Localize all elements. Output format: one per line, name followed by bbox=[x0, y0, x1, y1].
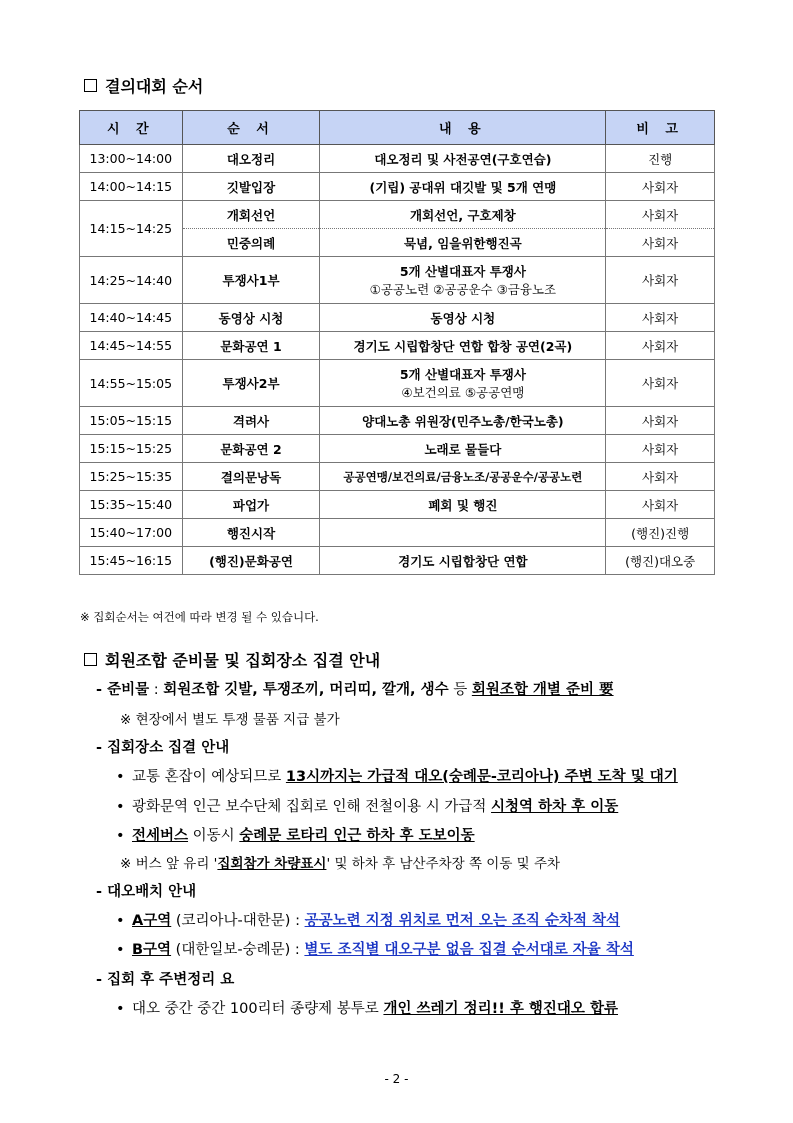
arrange-label-text: - 대오배치 안내 bbox=[96, 884, 197, 900]
cell-note: 사회자 bbox=[606, 435, 715, 463]
table-row bbox=[80, 435, 715, 463]
cell-content bbox=[320, 519, 606, 547]
table-row bbox=[80, 173, 715, 201]
gather-bus-note bbox=[120, 852, 560, 872]
prep-line bbox=[96, 678, 614, 699]
cell-note: 사회자 bbox=[606, 463, 715, 491]
bus-note-pre: ※ 버스 앞 유리 ' bbox=[120, 856, 218, 872]
table-row bbox=[80, 304, 715, 332]
cell-content: 동영상 시청 bbox=[320, 304, 606, 332]
gather-label-text: - 집회장소 집결 안내 bbox=[96, 740, 230, 756]
prep-items: 회원조합 깃발, 투쟁조끼, 머리띠, 깔개, 생수 bbox=[163, 682, 449, 698]
checkbox-square-icon bbox=[84, 653, 97, 666]
cell-time: 15:15~15:25 bbox=[80, 435, 183, 463]
page-number: - 2 - bbox=[384, 1072, 409, 1086]
cell-time: 15:35~15:40 bbox=[80, 491, 183, 519]
cell-order: 문화공연 2 bbox=[182, 435, 320, 463]
cell-time: 14:45~14:55 bbox=[80, 332, 183, 360]
table-row bbox=[80, 463, 715, 491]
gather-b3-emphasis: 숭례문 로타리 인근 하차 후 도보이동 bbox=[239, 828, 475, 844]
cell-order: 깃발입장 bbox=[182, 173, 320, 201]
zone-a-mid: (코리아나-대한문) : bbox=[171, 913, 305, 929]
cell-content-main: 5개 산별대표자 투쟁사 bbox=[399, 264, 526, 279]
gather-label bbox=[96, 736, 229, 757]
cell-order: (행진)문화공연 bbox=[182, 547, 320, 575]
table-row bbox=[80, 519, 715, 547]
table-row bbox=[80, 360, 715, 407]
bullet-icon: • bbox=[116, 828, 125, 844]
cell-time: 14:00~14:15 bbox=[80, 173, 183, 201]
arrange-zone-b bbox=[116, 938, 634, 959]
prep-note: ※ 현장에서 별도 투쟁 물품 지급 불가 bbox=[120, 712, 340, 728]
cell-content: 양대노총 위원장(민주노총/한국노총) bbox=[320, 407, 606, 435]
cell-order: 투쟁사1부 bbox=[182, 257, 320, 304]
zone-b-mid: (대한일보-숭례문) : bbox=[171, 942, 305, 958]
cell-order: 결의문낭독 bbox=[182, 463, 320, 491]
gather-bullet-2 bbox=[116, 795, 618, 816]
prep-label: - 준비물 bbox=[96, 682, 150, 698]
table-row bbox=[80, 257, 715, 304]
table-row bbox=[80, 491, 715, 519]
header-time: 시 간 bbox=[80, 111, 183, 145]
cell-content: 경기도 시립합창단 연합 합창 공연(2곡) bbox=[320, 332, 606, 360]
cell-note: 사회자 bbox=[606, 173, 715, 201]
section-title-text: 결의대회 순서 bbox=[105, 77, 204, 96]
cell-note: 사회자 bbox=[606, 332, 715, 360]
cell-time: 15:05~15:15 bbox=[80, 407, 183, 435]
cell-content bbox=[320, 257, 606, 304]
cell-order: 동영상 시청 bbox=[182, 304, 320, 332]
bullet-icon: • bbox=[116, 913, 125, 929]
cell-note: 사회자 bbox=[606, 491, 715, 519]
cell-note: 사회자 bbox=[606, 304, 715, 332]
cell-time: 15:40~17:00 bbox=[80, 519, 183, 547]
prep-sep: : bbox=[149, 682, 164, 698]
zone-a-label: A구역 bbox=[132, 913, 172, 929]
table-footnote: ※ 집회순서는 여건에 따라 변경 될 수 있습니다. bbox=[80, 610, 319, 624]
cell-content: 묵념, 임을위한행진곡 bbox=[320, 229, 606, 257]
gather-bullet-3 bbox=[116, 824, 475, 845]
cell-content: 대오정리 및 사전공연(구호연습) bbox=[320, 145, 606, 173]
bullet-icon: • bbox=[116, 799, 125, 815]
arrange-label bbox=[96, 880, 196, 901]
cell-time: 14:25~14:40 bbox=[80, 257, 183, 304]
cleanup-bullet bbox=[116, 997, 618, 1018]
header-content: 내 용 bbox=[320, 111, 606, 145]
cell-content: 노래로 물들다 bbox=[320, 435, 606, 463]
bullet-icon: • bbox=[116, 942, 125, 958]
bus-note-post: ' 및 하차 후 남산주차장 쪽 이동 및 주차 bbox=[326, 856, 561, 872]
cleanup-emphasis: 개인 쓰레기 정리!! 후 행진대오 합류 bbox=[383, 1001, 619, 1017]
gather-b2-emphasis: 시청역 하차 후 이동 bbox=[491, 799, 619, 815]
cell-note: 사회자 bbox=[606, 257, 715, 304]
table-row bbox=[80, 407, 715, 435]
gather-b2-pre: 광화문역 인근 보수단체 집회로 인해 전철이용 시 가급적 bbox=[132, 799, 492, 815]
cell-content: 경기도 시립합창단 연합 bbox=[320, 547, 606, 575]
arrange-zone-a bbox=[116, 909, 620, 930]
table-row bbox=[80, 332, 715, 360]
bullet-icon: • bbox=[116, 1001, 125, 1017]
cell-content-sub: ①공공노련 ②공공운수 ③금융노조 bbox=[369, 282, 557, 297]
cell-note: (행진)진행 bbox=[606, 519, 715, 547]
prep-mid: 등 bbox=[448, 682, 472, 698]
cell-order: 민중의례 bbox=[182, 229, 320, 257]
section-title-schedule bbox=[84, 74, 203, 97]
header-note: 비 고 bbox=[606, 111, 715, 145]
gather-b1-pre: 교통 혼잡이 예상되므로 bbox=[132, 769, 286, 785]
bus-note-emphasis: 집회참가 차량표시 bbox=[217, 856, 327, 872]
gather-b3-mid: 이동시 bbox=[188, 828, 240, 844]
cleanup-pre: 대오 중간 중간 100리터 종량제 봉투로 bbox=[132, 1001, 384, 1017]
cell-content: 폐회 및 행진 bbox=[320, 491, 606, 519]
table-row bbox=[80, 201, 715, 229]
schedule-table bbox=[79, 110, 715, 575]
cell-content: 공공연맹/보건의료/금융노조/공공운수/공공노련 bbox=[320, 463, 606, 491]
cell-content: 개회선언, 구호제창 bbox=[320, 201, 606, 229]
zone-b-emphasis: 별도 조직별 대오구분 없음 집결 순서대로 자율 착석 bbox=[304, 942, 634, 958]
cell-order: 격려사 bbox=[182, 407, 320, 435]
table-row bbox=[80, 547, 715, 575]
gather-bullet-1 bbox=[116, 765, 678, 786]
cell-content: (기립) 공대위 대깃발 및 5개 연맹 bbox=[320, 173, 606, 201]
cell-content-sub: ④보건의료 ⑤공공연맹 bbox=[401, 385, 525, 400]
cell-order: 파업가 bbox=[182, 491, 320, 519]
cell-note: (행진)대오중 bbox=[606, 547, 715, 575]
cell-order: 개회선언 bbox=[182, 201, 320, 229]
section-title-text: 회원조합 준비물 및 집회장소 집결 안내 bbox=[105, 651, 381, 670]
cell-time: 14:55~15:05 bbox=[80, 360, 183, 407]
header-order: 순 서 bbox=[182, 111, 320, 145]
cleanup-label bbox=[96, 968, 234, 989]
cell-time: 14:40~14:45 bbox=[80, 304, 183, 332]
cell-time: 15:45~16:15 bbox=[80, 547, 183, 575]
zone-b-label: B구역 bbox=[132, 942, 172, 958]
cell-time: 15:25~15:35 bbox=[80, 463, 183, 491]
section-title-preparation bbox=[84, 648, 380, 671]
checkbox-square-icon bbox=[84, 79, 97, 92]
cell-time: 13:00~14:00 bbox=[80, 145, 183, 173]
cell-order: 대오정리 bbox=[182, 145, 320, 173]
zone-a-emphasis: 공공노련 지정 위치로 먼저 오는 조직 순차적 착석 bbox=[304, 913, 621, 929]
cell-note: 사회자 bbox=[606, 360, 715, 407]
table-row bbox=[80, 145, 715, 173]
gather-b3-label: 전세버스 bbox=[132, 828, 189, 844]
cell-content-main: 5개 산별대표자 투쟁사 bbox=[399, 367, 526, 382]
cleanup-label-text: - 집회 후 주변정리 요 bbox=[96, 972, 235, 988]
table-header-row bbox=[80, 111, 715, 145]
cell-note: 사회자 bbox=[606, 201, 715, 229]
cell-order: 투쟁사2부 bbox=[182, 360, 320, 407]
gather-b1-emphasis: 13시까지는 가급적 대오(숭례문-코리아나) 주변 도착 및 대기 bbox=[285, 769, 678, 785]
cell-content bbox=[320, 360, 606, 407]
cell-order: 문화공연 1 bbox=[182, 332, 320, 360]
bullet-icon: • bbox=[116, 769, 125, 785]
cell-note: 사회자 bbox=[606, 229, 715, 257]
cell-note: 사회자 bbox=[606, 407, 715, 435]
prep-emphasis: 회원조합 개별 준비 要 bbox=[471, 682, 614, 698]
cell-order: 행진시작 bbox=[182, 519, 320, 547]
cell-time: 14:15~14:25 bbox=[80, 201, 183, 257]
cell-note: 진행 bbox=[606, 145, 715, 173]
